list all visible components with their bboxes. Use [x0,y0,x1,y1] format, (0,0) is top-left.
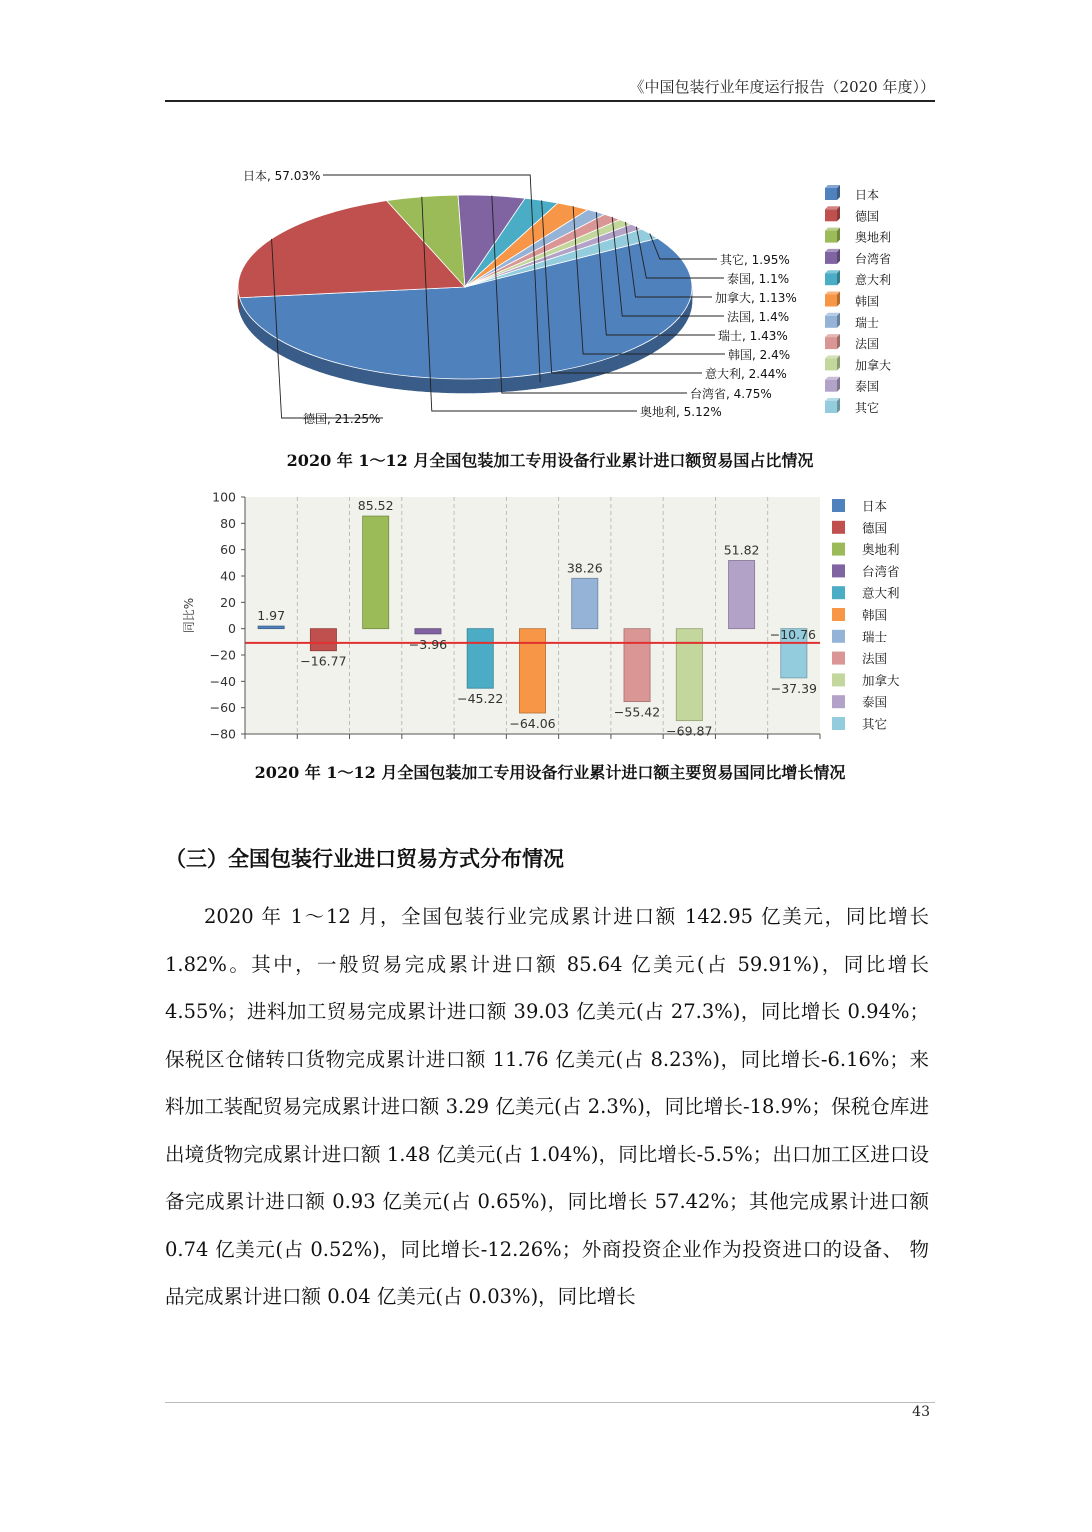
bar-2 [363,516,389,629]
pie-side-0 [535,373,542,388]
pie-side-0 [457,379,465,393]
pie-side-0 [380,372,387,387]
pie-side-0 [504,377,512,392]
bar-legend-label-2: 奥地利 [862,542,900,558]
pie-label-2: 奥地利, 5.12% [640,405,722,419]
pie-side-0 [473,379,481,393]
pie-side-0 [402,375,410,390]
pie-legend-label-7: 法国 [855,337,880,352]
pie-side-0 [557,370,564,385]
bar-legend-swatch-8 [832,673,845,686]
bar-legend-swatch-7 [832,652,845,665]
pie-legend-label-4: 意大利 [855,273,892,288]
bar-1 [310,629,336,651]
bar-y-tick-label-0: 100 [212,489,236,505]
pie-side-0 [365,370,372,385]
pie-side-0 [418,377,426,392]
bar-value-label-3: −3.96 [408,636,448,652]
bar-value-label-1: −16.77 [300,653,347,669]
bar-legend-label-3: 台湾省 [862,563,900,579]
bar-legend-label-9: 泰国 [862,694,888,710]
bar-legend-label-6: 瑞士 [862,629,888,645]
bar-5 [519,629,545,713]
header-rule [165,100,935,102]
bar-legend [832,499,900,732]
pie-legend-label-5: 韩国 [855,294,880,309]
pie-side-0 [302,351,308,367]
pie-legend-label-0: 日本 [855,188,880,202]
pie-slices-layer [238,195,692,379]
pie-side-0 [465,379,473,393]
pie-legend-swatch-4 [825,273,837,285]
bar-y-tick-label-3: 40 [220,568,236,584]
bar-value-label-8: −69.87 [666,723,713,739]
pie-side-0 [520,375,528,390]
pie-side-0 [572,367,579,383]
bar-legend-swatch-6 [832,630,845,643]
bar-value-label-0: 1.97 [257,608,286,624]
pie-label-6: 瑞士, 1.43% [718,329,788,343]
pie-side-0 [307,353,313,369]
bar-legend-swatch-2 [832,543,845,556]
bar-y-axis-label: 同比% [182,597,196,634]
bar-y-tick-label-5: 0 [228,621,236,637]
bar-value-label-9: 51.82 [723,542,760,558]
pie-legend-swatch-0 [825,188,837,200]
bar-value-label-5: −64.06 [509,716,556,732]
bar-legend-label-4: 意大利 [862,585,900,601]
pie-side-0 [528,374,536,389]
pie-side-0 [611,355,617,371]
bar-reference-label: −10.76 [769,626,816,642]
pie-legend-swatch-7 [825,337,837,349]
body-paragraph: 2020 年 1～12 月，全国包装行业完成累计进口额 142.95 亿美元，同比增长 1.82%。其中，一般贸易完成累计进口额 85.64 亿美元(占 59.91%)，同比增长 4.55%；进料加工贸易完成累计进口额 39.03 亿美元(占 27.3%)，同比增长 0.94%；保税区仓储转口货物完成累计进口额 11.76 亿美元(占 8.23%)，同比增长-6.16%；来料加工装配贸易完成累计进口额 3.29 亿美元(占 2.3%)，同比增长-18.9%；保税仓库进出境货物完成累计进口额 1.48 亿美元(占 1.04%)，同比增长-5.5%；出口加工区进口设备完成累计进口额 0.93 亿美元(占 0.65%)，同比增长 57.42%；其他完成累计进口额 0.74 亿美元(占 0.52%)，同比增长-12.26%；外商投资企业作为投资进口的设备、 物品完成累计进口额 0.04 亿美元(占 0.03%)，同比增长 [165,905,929,1308]
pie-legend-label-1: 德国 [855,209,880,224]
pie-label-1: 德国, 21.25% [303,412,381,426]
bar-legend-swatch-5 [832,608,845,621]
pie-side-0 [565,368,572,383]
running-header: 《中国包装行业年度运行报告（2020 年度）） [629,78,935,96]
pie-side-0 [592,361,598,377]
pie-legend-swatch-2 [825,231,837,243]
bar-chart [165,485,935,750]
pie-side-0 [395,374,403,389]
pie-legend-label-2: 奥地利 [855,230,892,245]
pie-side-0 [441,378,449,392]
bar-9 [729,560,755,628]
pie-side-0 [358,368,365,383]
pie-chart-caption: 2020 年 1～12 月全国包装加工专用设备行业累计进口额贸易国占比情况 [286,451,814,470]
bar-y-tick-label-8: −60 [209,700,236,716]
bar-legend-label-5: 韩国 [862,607,888,623]
pie-side-0 [585,363,592,379]
pie-label-3: 台湾省, 4.75% [690,387,772,401]
bar-value-label-4: −45.22 [457,691,504,707]
pie-side-0 [345,365,352,381]
bar-y-tick-label-9: −80 [209,726,236,742]
pie-legend-swatch-6 [825,316,837,328]
pie-legend-swatch-8 [825,358,837,370]
pie-legend-swatch-5 [825,295,837,307]
pie-side-0 [410,376,418,391]
bar-value-label-6: 38.26 [566,560,603,576]
pie-legend-label-3: 台湾省 [855,251,892,266]
pie-side-0 [605,357,611,373]
bar-legend-swatch-4 [832,586,845,599]
pie-side-0 [543,372,550,387]
pie-side-0 [512,376,520,391]
pie-side-0 [489,378,497,392]
bar-y-tick-label-4: 20 [220,594,236,610]
pie-legend-label-10: 其它 [855,401,880,415]
footer-rule [165,1402,935,1403]
pie-side-0 [338,363,345,379]
pie-side-0 [325,359,331,375]
pie-label-8: 加拿大, 1.13% [715,291,797,305]
page-number: 43 [912,1404,930,1420]
bar-value-label-2: 85.52 [357,498,394,514]
pie-legend-swatch-1 [825,209,837,221]
pie-legend-label-6: 瑞士 [855,315,880,330]
pie-side-0 [617,353,623,369]
bar-legend-swatch-3 [832,564,845,577]
bar-y-tick-label-1: 80 [220,515,236,531]
bar-3 [415,629,441,634]
bar-legend-label-8: 加拿大 [862,672,900,688]
pie-legend [825,185,891,415]
pie-side-0 [373,371,380,386]
bar-7 [624,629,650,702]
pie-legend-swatch-10 [825,401,837,413]
pie-side-0 [313,355,319,371]
bar-legend-swatch-0 [832,499,845,512]
pie-label-7: 法国, 1.4% [727,310,790,324]
pie-side-0 [481,378,489,392]
bar-y-tick-label-6: −20 [209,647,236,663]
bar-legend-label-7: 法国 [862,651,888,667]
bar-6 [572,578,598,628]
bar-legend-label-10: 其它 [862,716,888,732]
bar-chart-caption: 2020 年 1～12 月全国包装加工专用设备行业累计进口额主要贸易国同比增长情况 [254,763,846,782]
bar-legend-label-0: 日本 [862,498,888,514]
bar-value-label-7: −55.42 [613,704,661,720]
pie-label-4: 意大利, 2.44% [705,367,787,381]
pie-side-0 [319,357,325,373]
section-heading: （三）全国包装行业进口贸易方式分布情况 [165,846,564,871]
pie-side-0 [332,361,338,377]
bar-legend-swatch-10 [832,717,845,730]
pie-side-0 [433,378,441,392]
pie-chart [165,160,935,440]
bar-y-tick-label-7: −40 [209,673,236,689]
bar-0 [258,626,284,629]
bar-legend-swatch-1 [832,521,845,534]
bar-legend-label-1: 德国 [862,520,888,536]
pie-legend-label-9: 泰国 [855,379,880,394]
pie-label-9: 泰国, 1.1% [727,272,790,286]
pie-legend-swatch-3 [825,252,837,264]
pie-side-0 [426,378,434,393]
pie-legend-swatch-9 [825,380,837,392]
pie-side-0 [623,351,629,367]
bar-legend-swatch-9 [832,695,845,708]
pie-legend-label-8: 加拿大 [855,358,892,373]
pie-side-0 [387,373,394,388]
pie-side-0 [352,367,359,383]
bar-y-tick-label-2: 60 [220,542,236,558]
pie-label-5: 韩国, 2.4% [728,348,791,362]
bar-4 [467,629,493,689]
pie-side-0 [628,349,633,365]
bar-value-label-10: −37.39 [770,680,817,696]
pie-label-0: 日本, 57.03% [243,169,321,183]
pie-side-0 [497,378,505,393]
pie-label-10: 其它, 1.95% [720,253,790,267]
pie-side-0 [449,379,457,393]
